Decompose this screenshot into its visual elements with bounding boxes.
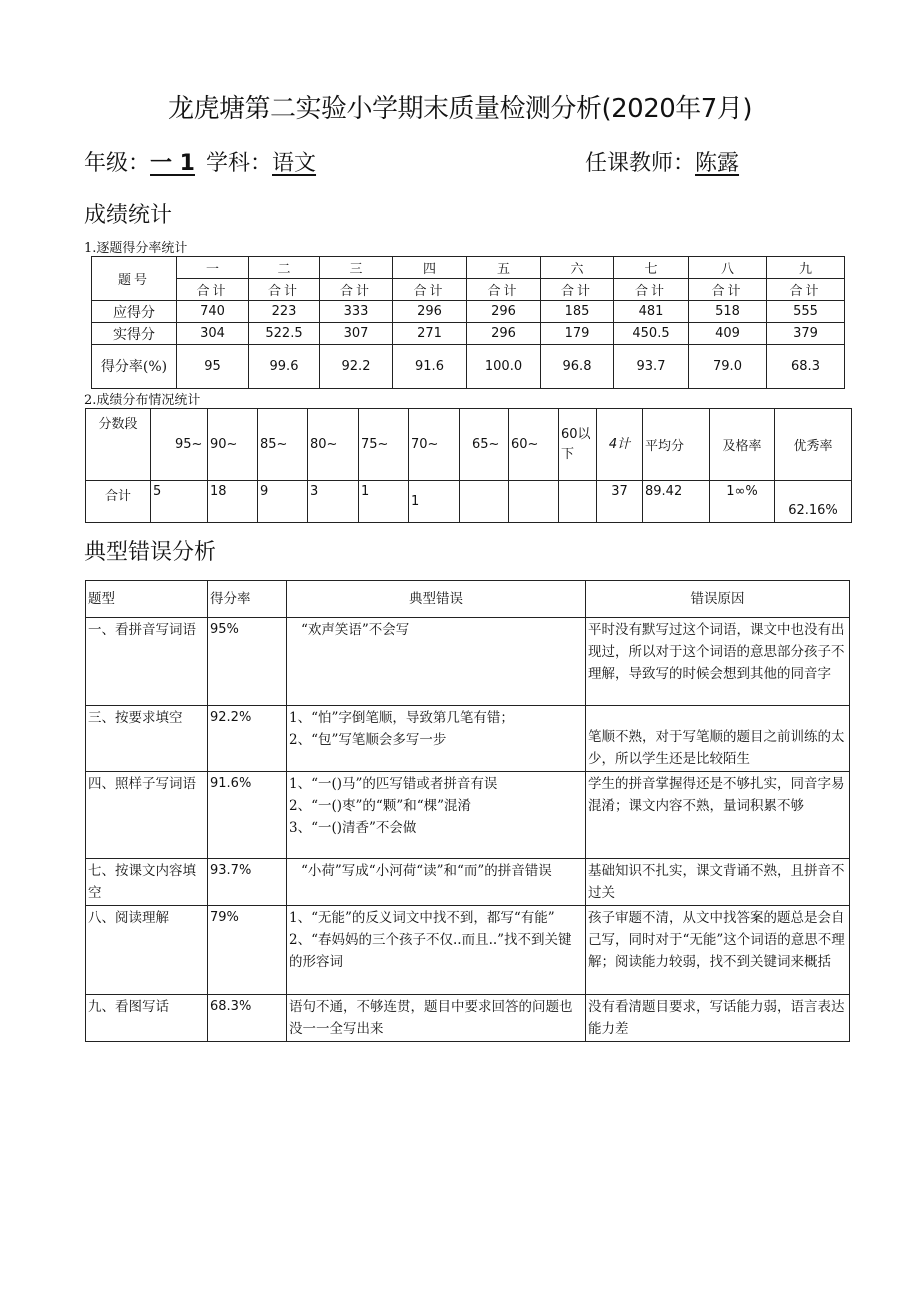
- distribution-total-row: [86, 481, 852, 523]
- error-reason: 没有看清题目要求，写话能力弱，语言表达能力差: [586, 995, 850, 1042]
- total-header: 4计: [597, 409, 643, 481]
- average-header: 平均分: [643, 409, 710, 481]
- question-type: 八、阅读理解: [86, 906, 208, 995]
- rate-cell: 68.3: [767, 345, 845, 389]
- rate-cell: 100.0: [467, 345, 541, 389]
- typical-error-text: 3、“一()清香”不会做: [289, 820, 417, 836]
- expected-cell: 296: [393, 301, 467, 323]
- error-row: [86, 995, 850, 1042]
- question-number-row: [92, 257, 845, 279]
- typical-error-text: 2、“一()枣”的“颗”和“棵”混淆: [289, 798, 472, 814]
- rate-cell: 96.8: [541, 345, 614, 389]
- section-heading-scores: 成绩统计: [84, 203, 173, 228]
- count-cell: [559, 481, 597, 523]
- actual-cell: 409: [689, 323, 767, 345]
- row-label: 合计: [86, 481, 151, 523]
- error-row: [86, 772, 850, 859]
- error-reason: 孩子审题不清，从文中找答案的题总是会自己写，同时对于“无能”这个词语的意思不理解；阅读能力较弱，找不到关键词来概括: [586, 906, 850, 995]
- typical-error-cell: [287, 859, 586, 906]
- rate-cell: 68.3%: [208, 995, 287, 1042]
- count-cell: 18: [208, 481, 258, 523]
- error-analysis-table: [85, 580, 850, 1042]
- expected-cell: 518: [689, 301, 767, 323]
- column-header: 得分率: [208, 581, 287, 618]
- question-type: 九、看图写话: [86, 995, 208, 1042]
- question-header: 七: [614, 257, 689, 279]
- rate-cell: 93.7%: [208, 859, 287, 906]
- band-header: 80~: [308, 409, 359, 481]
- expected-cell: 481: [614, 301, 689, 323]
- expected-cell: 185: [541, 301, 614, 323]
- question-header: 八: [689, 257, 767, 279]
- band-header: 65~: [460, 409, 509, 481]
- total-value: 37: [597, 481, 643, 523]
- actual-cell: 179: [541, 323, 614, 345]
- expected-score-row: [92, 301, 845, 323]
- table1-caption: 1.逐题得分率统计: [84, 241, 188, 256]
- actual-cell: 304: [177, 323, 249, 345]
- typical-error-text: “欢声笑语”不会写: [301, 622, 410, 638]
- typical-error-text: 1、“一()马”的匹写错或者拼音有误: [289, 776, 498, 792]
- question-header: 九: [767, 257, 845, 279]
- error-reason: 平时没有默写过这个词语，课文中也没有出现过，所以对于这个词语的意思部分孩子不理解，导致写的时候会想到其他的同音字: [586, 618, 850, 706]
- corner-label: 分数段: [86, 409, 151, 481]
- actual-cell: 379: [767, 323, 845, 345]
- band-header: 95~: [151, 409, 208, 481]
- typical-error-cell: [287, 906, 586, 995]
- column-header: 错误原因: [586, 581, 850, 618]
- row-label: 得分率(%): [92, 345, 177, 389]
- count-cell: 1: [409, 481, 460, 523]
- count-cell: [460, 481, 509, 523]
- subheader-cell: 合计: [689, 279, 767, 301]
- rate-cell: 79.0: [689, 345, 767, 389]
- column-header: 典型错误: [287, 581, 586, 618]
- average-value: 89.42: [643, 481, 710, 523]
- actual-cell: 522.5: [249, 323, 320, 345]
- subheader-cell: 合计: [177, 279, 249, 301]
- count-cell: 1: [359, 481, 409, 523]
- typical-error-text: “小荷”写成“小河荷“读”和“而”的拼音错误: [301, 863, 552, 879]
- score-distribution-table: [85, 408, 852, 523]
- band-header: 70~: [409, 409, 460, 481]
- expected-cell: 223: [249, 301, 320, 323]
- band-header: 60以下: [559, 409, 597, 481]
- grade-field: [84, 146, 195, 177]
- error-reason: 基础知识不扎实，课文背诵不熟，且拼音不过关: [586, 859, 850, 906]
- subject-field: [206, 146, 316, 177]
- actual-cell: 271: [393, 323, 467, 345]
- table2-caption: 2.成绩分布情况统计: [84, 393, 201, 408]
- typical-error-text: 语句不通，不够连贯，题目中要求回答的问题也没一一全写出来: [289, 999, 573, 1037]
- rate-cell: 91.6%: [208, 772, 287, 859]
- subheader-cell: 合计: [393, 279, 467, 301]
- distribution-header-row: [86, 409, 852, 481]
- typical-error-text: 1、“无能”的反义词文中找不到，都写“有能”: [289, 910, 555, 926]
- excellent-rate-value: 62.16%: [775, 481, 852, 523]
- expected-cell: 555: [767, 301, 845, 323]
- excellent-rate-header: 优秀率: [775, 409, 852, 481]
- question-header: 四: [393, 257, 467, 279]
- rate-cell: 93.7: [614, 345, 689, 389]
- question-header: 一: [177, 257, 249, 279]
- typical-error-cell: [287, 706, 586, 772]
- error-row: [86, 859, 850, 906]
- subject-value: 语文: [272, 151, 317, 176]
- question-header: 五: [467, 257, 541, 279]
- subheader-cell: 合计: [614, 279, 689, 301]
- document-title: 龙虎塘第二实验小学期末质量检测分析(2020年7月): [168, 94, 752, 124]
- subject-label: 学科：: [206, 151, 273, 176]
- subheader-cell: 合计: [767, 279, 845, 301]
- expected-cell: 740: [177, 301, 249, 323]
- rate-cell: 95%: [208, 618, 287, 706]
- typical-error-cell: [287, 772, 586, 859]
- row-label: 题号: [92, 257, 177, 301]
- actual-score-row: [92, 323, 845, 345]
- rate-cell: 99.6: [249, 345, 320, 389]
- question-header: 三: [320, 257, 393, 279]
- rate-cell: 92.2%: [208, 706, 287, 772]
- subheader-cell: 合计: [541, 279, 614, 301]
- count-cell: 9: [258, 481, 308, 523]
- question-type: 四、照样子写词语: [86, 772, 208, 859]
- expected-cell: 333: [320, 301, 393, 323]
- question-type: 七、按课文内容填空: [86, 859, 208, 906]
- typical-error-cell: [287, 618, 586, 706]
- error-row: [86, 906, 850, 995]
- rate-cell: 92.2: [320, 345, 393, 389]
- teacher-label: 任课教师：: [585, 151, 696, 176]
- row-label: 实得分: [92, 323, 177, 345]
- error-row: [86, 706, 850, 772]
- pass-rate-header: 及格率: [710, 409, 775, 481]
- teacher-value: 陈露: [695, 151, 740, 176]
- pass-rate-value: 1∞%: [710, 481, 775, 523]
- actual-cell: 450.5: [614, 323, 689, 345]
- score-rate-table: [91, 256, 845, 389]
- error-table-header-row: [86, 581, 850, 618]
- band-header: 85~: [258, 409, 308, 481]
- error-reason: 笔顺不熟，对于写笔顺的题目之前训练的太少，所以学生还是比较陌生: [586, 706, 850, 772]
- question-header: 六: [541, 257, 614, 279]
- actual-cell: 307: [320, 323, 393, 345]
- actual-cell: 296: [467, 323, 541, 345]
- band-header: 75~: [359, 409, 409, 481]
- teacher-field: [585, 146, 739, 177]
- section-heading-errors: 典型错误分析: [84, 540, 217, 565]
- typical-error-text: 1、“怕”字倒笔顺，导致第几笔有错；: [289, 710, 514, 726]
- band-header: 90~: [208, 409, 258, 481]
- count-cell: 3: [308, 481, 359, 523]
- column-header: 题型: [86, 581, 208, 618]
- rate-cell: 95: [177, 345, 249, 389]
- subheader-cell: 合计: [467, 279, 541, 301]
- question-type: 一、看拼音写词语: [86, 618, 208, 706]
- subheader-cell: 合计: [320, 279, 393, 301]
- band-header: 60~: [509, 409, 559, 481]
- expected-cell: 296: [467, 301, 541, 323]
- count-cell: [509, 481, 559, 523]
- grade-value: 一 1: [150, 151, 195, 176]
- count-cell: 5: [151, 481, 208, 523]
- question-type: 三、按要求填空: [86, 706, 208, 772]
- typical-error-text: 2、“包”写笔顺会多写一步: [289, 732, 447, 748]
- score-rate-row: [92, 345, 845, 389]
- row-label: 应得分: [92, 301, 177, 323]
- rate-cell: 79%: [208, 906, 287, 995]
- subheader-cell: 合计: [249, 279, 320, 301]
- error-reason: 学生的拼音掌握得还是不够扎实，同音字易混淆；课文内容不熟，量词积累不够: [586, 772, 850, 859]
- typical-error-text: 2、“春妈妈的三个孩子不仅..而且..”找不到关键的形容词: [289, 932, 572, 970]
- grade-label: 年级：: [84, 151, 151, 176]
- question-header: 二: [249, 257, 320, 279]
- error-row: [86, 618, 850, 706]
- subheader-row: [92, 279, 845, 301]
- rate-cell: 91.6: [393, 345, 467, 389]
- typical-error-cell: [287, 995, 586, 1042]
